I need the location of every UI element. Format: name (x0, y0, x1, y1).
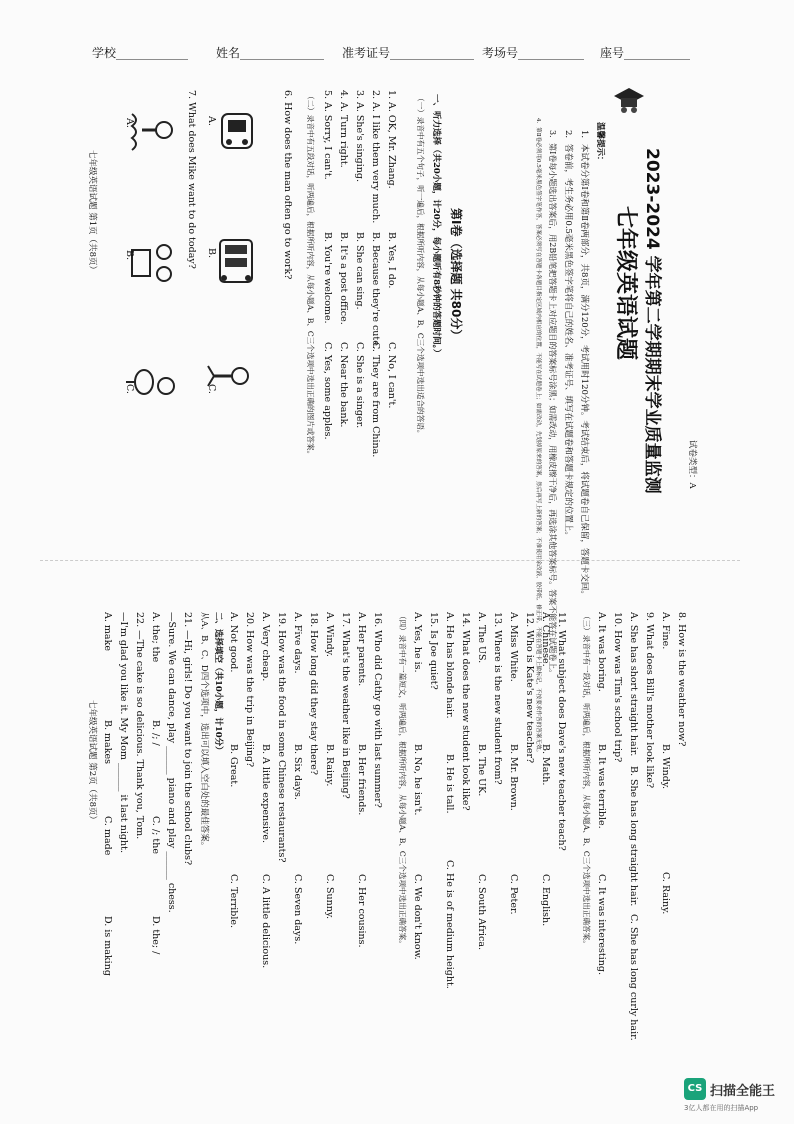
q6-option-c-label: C. (206, 384, 217, 394)
q3-number: 3. (354, 90, 365, 100)
q22-option-c: C. made (102, 816, 113, 856)
field-name: 姓名______________ (216, 46, 325, 60)
q16-option-a: A. Her parents. (356, 612, 367, 687)
scanner-watermark (684, 1078, 784, 1114)
playing-chess-picture-icon (126, 238, 178, 288)
camscanner-logo-icon: CS (684, 1078, 706, 1100)
footer-page-2: 七年级英语试题 第2页（共8页） (87, 700, 97, 825)
q4-option-b: B. It's a post office. (338, 232, 349, 325)
q8-option-c: C. Rainy. (660, 872, 671, 915)
person-walking-picture-icon (206, 356, 256, 404)
swimming-picture-icon (128, 106, 178, 158)
q12-option-a: A. Miss White. (508, 612, 519, 682)
q15-option-b: B. No, he isn't. (412, 744, 423, 816)
q2-number: 2. (370, 90, 381, 100)
q21-option-d: D. the; / (150, 916, 161, 955)
q20-option-c: C. Terrible. (228, 874, 239, 929)
q8-option-a: A. Fine. (660, 612, 671, 650)
q14-option-a: A. He has blonde hair. (444, 612, 455, 719)
q3-option-b: B. She can sing. (354, 232, 365, 310)
guitar-picture-icon (124, 356, 180, 410)
q9-option-a: A. She has short straight hair. (628, 612, 639, 757)
q3-option-a: A. She's singing. (354, 102, 365, 183)
q21-question: 21. —Hi, girls! Do you want to join the school clubs? (182, 612, 193, 866)
section-1-listening: 一、听力选择（共20小题，计20分，每小题听有8秒钟的答题时间。） (431, 94, 441, 358)
q2-option-a: A. I like them very much. (370, 102, 381, 224)
field-room: 考场号___________ (482, 46, 585, 60)
q10-option-a: A. It was boring. (596, 612, 607, 692)
q20-question: 20. How was the trip in Beijing? (244, 612, 255, 768)
q9-question: 9. What does Bill's mother look like? (644, 612, 655, 789)
q4-option-a: A. Turn right. (338, 102, 349, 168)
q18-option-c: C. Seven days. (292, 874, 303, 945)
q6-option-a-label: A. (206, 116, 217, 126)
q4-number: 4. (338, 90, 349, 100)
q17-option-c: C. Sunny. (324, 874, 335, 919)
q1-option-a: A. OK, Mr. Zhang. (386, 102, 397, 189)
q7-option-b-label: B. (124, 250, 135, 261)
exam-main-title: 七年级英语试题 (613, 206, 638, 361)
q6-question: 6. How does the man often go to work? (282, 90, 293, 280)
q15-option-c: C. We don't know. (412, 874, 423, 960)
field-exam-id: 准考证号______________ (342, 46, 475, 60)
q5-option-b: B. You're welcome. (322, 232, 333, 324)
q17-option-b: B. Rainy. (324, 744, 335, 787)
q11-option-b: B. Math. (540, 744, 551, 786)
q1-number: 1. (386, 90, 397, 100)
q20-option-a: A. Not good. (228, 612, 239, 673)
candidate-info-bar (92, 44, 712, 64)
q22-option-d: D. is making (102, 916, 113, 976)
q8-option-b: B. Windy. (660, 744, 671, 789)
q18-question: 18. How long did they stay there? (308, 612, 319, 775)
q3-option-c: C. She is a singer. (354, 342, 365, 429)
q17-question: 17. What's the weather like in Beijing? (340, 612, 351, 799)
notice-3: 3．第Ⅰ卷每小题选出答案后，用2B铅笔把答题卡上对应题目的答案标号涂黑；如需改动，用橡皮擦干净后，再选涂其他答案标号。答案不能答在试题卷上。 (548, 130, 557, 678)
q4-option-c: C. Near the bank. (338, 342, 349, 428)
field-seat: 座号___________ (600, 46, 691, 60)
brand-tagline: 3亿人都在用的扫描App (684, 1104, 759, 1112)
notice-2: 2．答卷前，考生务必用0.5毫米黑色签字笔将自己的姓名、准考证号、填写在试题卷和答题卡规定的位置上。 (563, 130, 573, 540)
section-2-fill: 二、选择填空（共10小题，计10分） (213, 612, 223, 755)
q12-option-c: C. Peter. (508, 874, 519, 915)
footer-page-1: 七年级英语试题 第1页（共8页） (87, 150, 97, 275)
q13-question: 13. Where is the new student from? (492, 612, 503, 785)
q2-option-b: B. Because they're cute. (370, 232, 381, 349)
q19-question: 19. How was the food in some Chinese restaurants? (276, 612, 287, 863)
notice-1: 1．本试卷分第Ⅰ卷和第Ⅱ卷两部分，共8页，满分120分，考试用时120分钟。考试结束后，将试题卷自己保留，答题卡交回。 (579, 130, 589, 599)
q16-question: 16. Who did Cathy go with last summer? (372, 612, 383, 808)
q11-option-a: A. Chinese. (540, 612, 551, 667)
q14-option-b: B. He is tall. (444, 754, 455, 814)
bus-picture-icon (214, 236, 258, 286)
q10-option-b: B. It was terrible. (596, 744, 607, 829)
q20-option-b: B. Great. (228, 744, 239, 788)
q15-option-a: A. Yes, he is. (412, 612, 423, 673)
q7-option-a-label: A. (124, 118, 135, 128)
q13-option-c: C. South Africa. (476, 874, 487, 951)
q21-option-a: A. the; the (150, 612, 161, 663)
q9-option-b: B. She has long straight hair. (628, 766, 639, 907)
q15-question: 15. Is Joe quiet? (428, 612, 439, 690)
q21-option-c: C. /; the (150, 816, 161, 854)
listening-sub-4: （四）录音中有一篇短文，听两遍后，根据所听内容，从每小题A、B、C三个选项中选出正确答案。 (398, 612, 407, 948)
field-school: 学校____________ (92, 46, 189, 60)
q12-question: 12. Who is Kate's new teacher? (524, 612, 535, 764)
q22-option-b: B. makes (102, 720, 113, 764)
page-divider (40, 560, 740, 561)
q22-option-a: A. make (102, 612, 113, 651)
brand-name: 扫描全能王 (710, 1084, 776, 1099)
q16-option-c: C. Her cousins. (356, 874, 367, 948)
q11-question: 11. What subject does Dave's new teacher teach? (556, 612, 567, 851)
notice-heading: 温馨提示： (595, 122, 605, 165)
q1-option-c: C. No, I can't. (386, 342, 397, 409)
fill-instructions: 从A、B、C、D四个选项中，选出可以填入空白处的最佳答案。 (199, 612, 209, 851)
q17-option-a: A. Windy. (324, 612, 335, 657)
q5-option-a: A. Sorry, I can't. (322, 102, 333, 180)
q10-option-c: C. It was interesting. (596, 874, 607, 975)
q10-question: 10. How was Tim's school trip? (612, 612, 623, 763)
graduation-cap-icon (612, 84, 646, 114)
q13-option-b: B. The UK. (476, 744, 487, 797)
q22-question: 22. —The cake is so delicious. Thank you, Tom. (134, 612, 145, 840)
q21-dialogue: —Sure. We can dance, play ______ piano and play ______ chess. (166, 612, 177, 913)
q2-option-c: C. They are from China. (370, 342, 381, 458)
q9-option-c: C. She has long curly hair. (628, 914, 639, 1041)
q7-option-c-label: C. (124, 384, 135, 394)
q5-number: 5. (322, 90, 333, 100)
q21-option-b: B. /; / (150, 720, 161, 746)
q18-option-b: B. Six days. (292, 744, 303, 800)
q12-option-b: B. Mr. Brown. (508, 744, 519, 811)
q8-question: 8. How is the weather now? (676, 612, 687, 747)
car-picture-icon (216, 106, 258, 156)
q1-option-b: B. Yes, I do. (386, 232, 397, 289)
q14-option-c: C. He is of medium height. (444, 860, 455, 989)
q19-option-b: B. A little expensive. (260, 744, 271, 844)
q22-dialogue: —I'm glad you like it. My Mom ______ it last night. (118, 612, 129, 853)
q18-option-a: A. Five days. (292, 612, 303, 674)
paper-type: 试卷类型：A (687, 440, 697, 489)
exam-year-title: 2023-2024 学年第二学期期末学业质量监测 (642, 148, 662, 494)
listening-sub-3: （三）录音中有一段对话，听两遍后，根据所听内容，从每小题A、B、C三个选项中选出正确答案。 (582, 612, 591, 948)
notice-4: 4．第Ⅱ卷必须用0.5毫米黑色签字笔作答，答案必须写在答题卡各题目指定区域内相应的位置，不能写在试题卷上；如需改动，先划掉原来的答案，然后再写上新的答案；不准使用涂改液、胶带纸、修正带。不能在答题卡上做标记，不按要求作答的答案无效。 (535, 118, 541, 756)
q19-option-a: A. Very cheap. (260, 612, 271, 682)
listening-sub-2: （二）录音中有五段对话，听两遍后，根据所听内容，从每小题A、B、C三个选项中选出正确的图片或答案。 (306, 92, 315, 459)
listening-sub-1: （一）录音中有五个句子，听一遍后，根据所听内容，从每小题A、B、C三个选项中选出适合的答语。 (416, 94, 425, 438)
q5-option-c: C. Yes, some apples. (322, 342, 333, 440)
q6-option-b-label: B. (206, 248, 217, 259)
part1-title: 第Ⅰ卷（选择题 共80分） (449, 208, 463, 342)
q14-question: 14. What does the new student look like? (460, 612, 471, 811)
q19-option-c: C. A little delicious. (260, 874, 271, 969)
q7-question: 7. What does Mike want to do today? (186, 90, 197, 269)
q13-option-a: A. The US. (476, 612, 487, 664)
q11-option-c: C. English. (540, 874, 551, 927)
q16-option-b: B. Her friends. (356, 744, 367, 816)
